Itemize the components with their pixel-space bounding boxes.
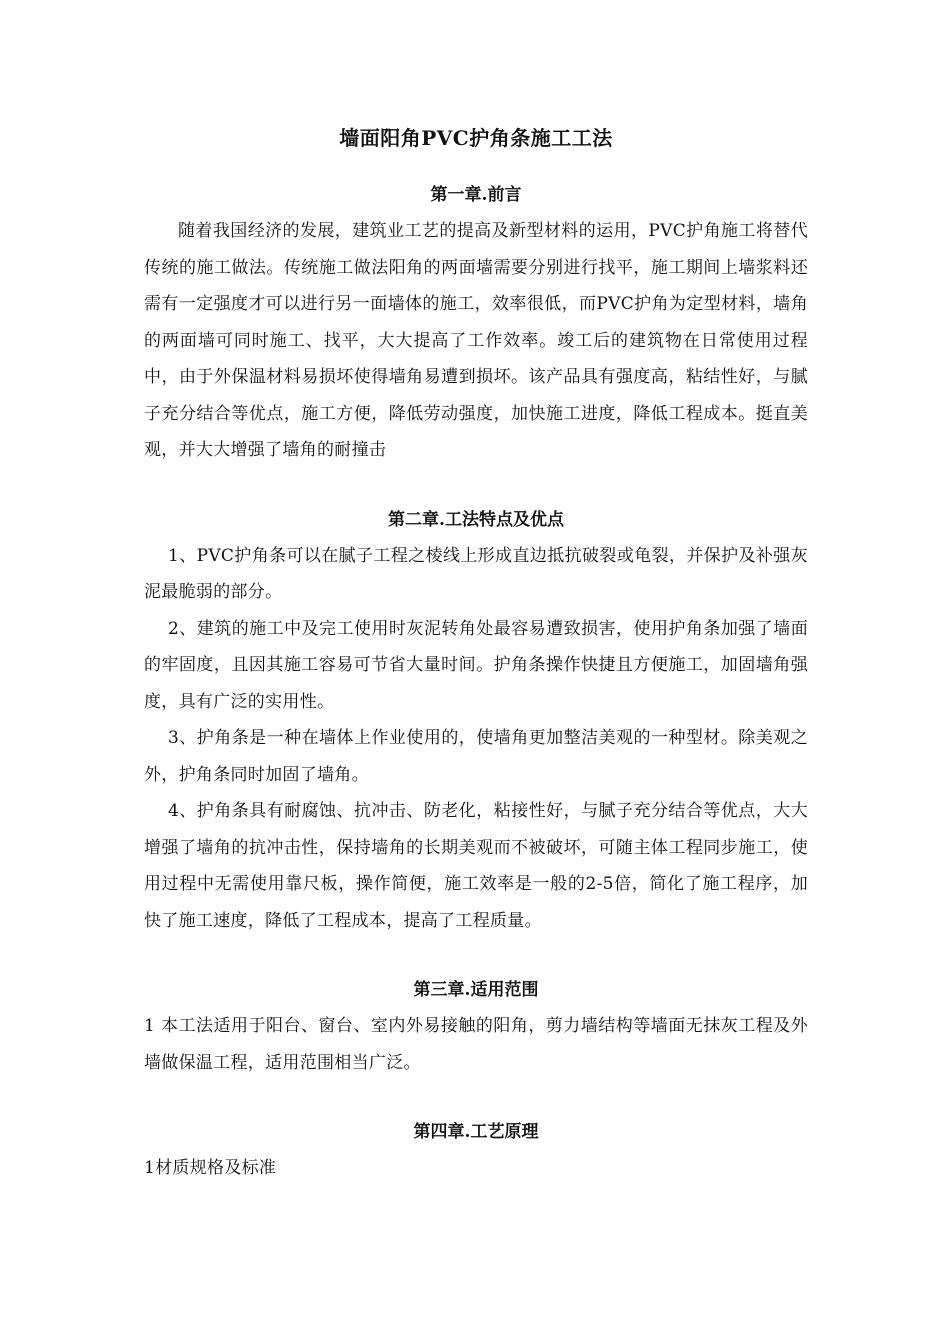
chapter-2-item-1: 1、PVC护角条可以在腻子工程之棱线上形成直边抵抗破裂或龟裂，并保护及补强灰泥最脆弱的部分。 bbox=[144, 545, 808, 602]
section-spacer bbox=[144, 1081, 808, 1117]
chapter-2-item-4: 4、护角条具有耐腐蚀、抗冲击、防老化，粘接性好，与腻子充分结合等优点，大大增强了墙角的抗冲击性，保持墙角的长期美观而不被破坏，可随主体工程同步施工，使用过程中无需使用靠尺板，操作简便，施工效率是一般的2-5倍，简化了施工程序，加快了施工速度，降低了工程成本，提高了工程质量。 bbox=[144, 801, 808, 931]
section-spacer bbox=[144, 939, 808, 975]
document-body bbox=[144, 120, 808, 1187]
chapter-3-paragraph: 1 本工法适用于阳台、窗台、室内外易接触的阳角，剪力墙结构等墙面无抹灰工程及外墙做保温工程，适用范围相当广泛。 bbox=[144, 1016, 808, 1073]
chapter-4-paragraph: 1材质规格及标准 bbox=[144, 1158, 277, 1178]
chapter-3-title: 第三章.适用范围 bbox=[413, 980, 539, 1000]
chapter-2-item-2: 2、建筑的施工中及完工使用时灰泥转角处最容易遭致损害，使用护角条加强了墙面的牢固度，且因其施工容易可节省大量时间。护角条操作快捷且方便施工，加固墙角强度，具有广泛的实用性。 bbox=[144, 618, 808, 712]
section-spacer bbox=[144, 469, 808, 505]
chapter-1-title: 第一章.前言 bbox=[430, 185, 522, 205]
chapter-1-paragraph: 随着我国经济的发展，建筑业工艺的提高及新型材料的运用，PVC护角施工将替代传统的施工做法。传统施工做法阳角的两面墙需要分别进行找平，施工期间上墙浆料还需有一定强度才可以进行另一面墙体的施工，效率很低，而PVC护角为定型材料，墙角的两面墙可同时施工、找平，大大提高了工作效率。竣工后的建筑物在日常使用过程中，由于外保温材料易损坏使得墙角易遭到损坏。该产品具有强度高，粘结性好，与腻子充分结合等优点，施工方便，降低劳动强度，加快施工进度，降低工程成本。挺直美观，并大大增强了墙角的耐撞击 bbox=[144, 221, 808, 460]
document-title: 墙面阳角PVC护角条施工工法 bbox=[339, 126, 613, 150]
chapter-4-title: 第四章.工艺原理 bbox=[413, 1122, 539, 1142]
chapter-2-title: 第二章.工法特点及优点 bbox=[388, 509, 564, 530]
chapter-2-item-3: 3、护角条是一种在墙体上作业使用的，使墙角更加整洁美观的一种型材。除美观之外，护角条同时加固了墙角。 bbox=[144, 728, 808, 785]
